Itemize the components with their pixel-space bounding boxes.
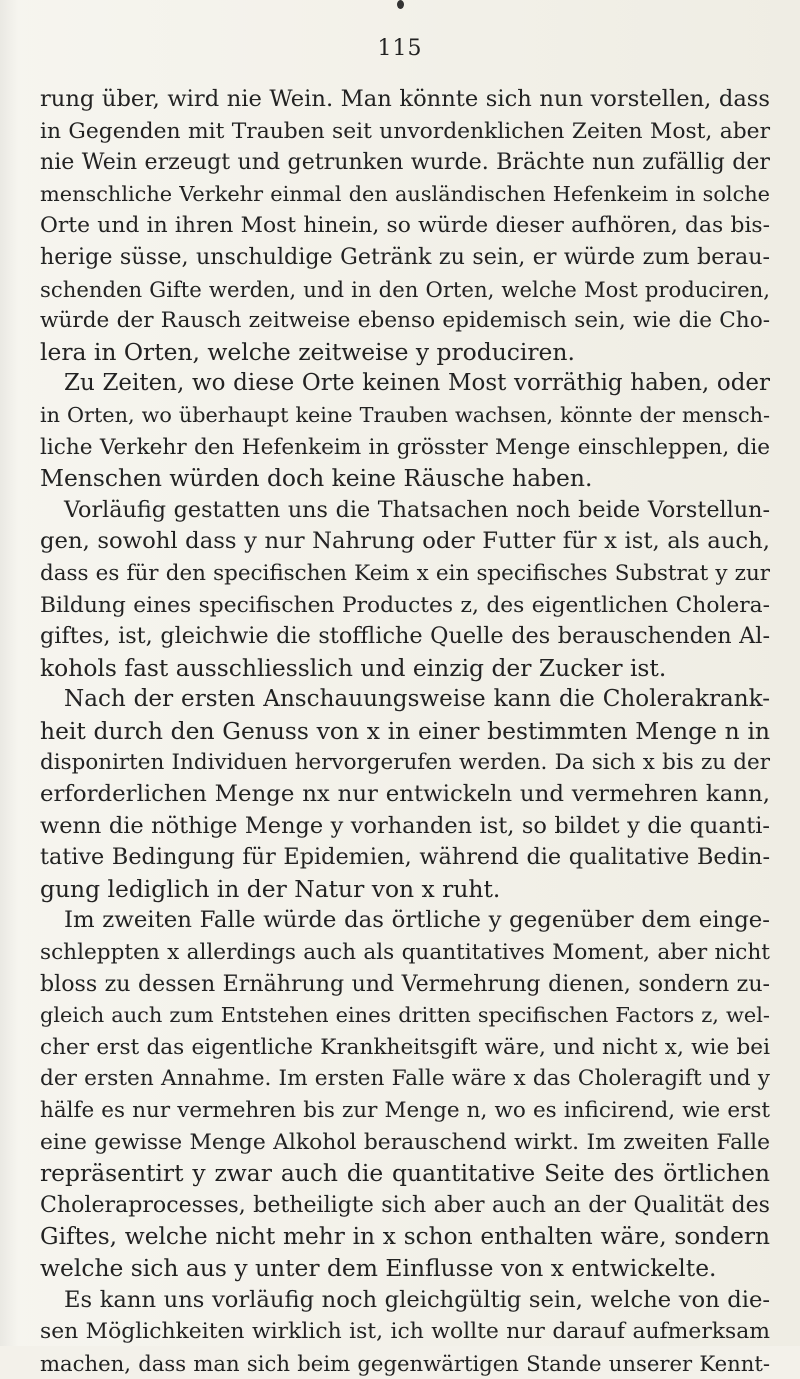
- text-line: welche sich aus y unter dem Einflusse von x entwickelte.: [40, 1253, 717, 1282]
- body-text: [40, 84, 770, 1379]
- text-line: giftes, ist, gleichwie die stoffliche Quelle des berauschenden Al-: [40, 623, 770, 650]
- text-line: in Gegenden mit Trauben seit unvordenklichen Zeiten Most, aber: [40, 118, 770, 144]
- text-line: liche Verkehr den Hefenkeim in grösster Menge einschleppen, die: [40, 434, 770, 460]
- text-line: gleich auch zum Entstehen eines dritten specifischen Factors z, wel-: [40, 1003, 770, 1028]
- text-line: Menschen würden doch keine Räusche haben.: [40, 464, 593, 493]
- text-line: cher erst das eigentliche Krankheitsgift wäre, und nicht x, wie bei: [40, 1034, 770, 1060]
- page-number: 115: [377, 36, 423, 61]
- text-line: Vorläufig gestatten uns die Thatsachen noch beide Vorstellun-: [64, 496, 770, 523]
- text-line: machen, dass man sich beim gegenwärtigen Stande unserer Kennt-: [40, 1350, 770, 1376]
- text-line: nie Wein erzeugt und getrunken wurde. Brächte nun zufällig der: [40, 149, 770, 176]
- text-line: Es kann uns vorläufig noch gleichgültig sein, welche von die-: [64, 1286, 770, 1313]
- text-line: heit durch den Genuss von x in einer bestimmten Menge n in: [40, 716, 770, 745]
- text-line: Giftes, welche nicht mehr in x schon enthalten wäre, sondern: [40, 1223, 770, 1251]
- text-line: würde der Rausch zeitweise ebenso epidemisch sein, wie die Cho-: [40, 308, 770, 334]
- text-line: erforderlichen Menge nx nur entwickeln und vermehren kann,: [40, 781, 770, 808]
- text-line: herige süsse, unschuldige Getränk zu sein, er würde zum berau-: [40, 243, 770, 270]
- text-line: in Orten, wo überhaupt keine Trauben wachsen, könnte der mensch-: [40, 402, 770, 427]
- text-line: lera in Orten, welche zeitweise y produciren.: [40, 337, 575, 366]
- text-line: wenn die nöthige Menge y vorhanden ist, so bildet y die quanti-: [40, 812, 770, 839]
- text-line: der ersten Annahme. Im ersten Falle wäre x das Choleragift und y: [40, 1066, 770, 1092]
- text-line: sen Möglichkeiten wirklich ist, ich wollte nur darauf aufmerksam: [40, 1319, 770, 1345]
- text-line: hälfe es nur vermehren bis zur Menge n, wo es inficirend, wie erst: [40, 1098, 770, 1123]
- ink-dot-mark: [397, 0, 404, 9]
- text-line: Bildung eines specifischen Productes z, des eigentlichen Cholera-: [40, 592, 770, 618]
- text-line: gung lediglich in der Natur von x ruht.: [40, 874, 501, 903]
- text-line: Im zweiten Falle würde das örtliche y gegenüber dem einge-: [64, 907, 770, 934]
- text-line: Choleraprocesses, betheiligte sich aber auch an der Qualität des: [40, 1192, 770, 1218]
- text-line: menschliche Verkehr einmal den ausländischen Hefenkeim in solche: [40, 181, 770, 206]
- text-line: eine gewisse Menge Alkohol berauschend wirkt. Im zweiten Falle: [40, 1129, 770, 1155]
- text-line: disponirten Individuen hervorgerufen werden. Da sich x bis zu der: [40, 750, 770, 776]
- text-line: Zu Zeiten, wo diese Orte keinen Most vorräthig haben, oder: [64, 370, 770, 397]
- text-line: gen, sowohl dass y nur Nahrung oder Futter für x ist, als auch,: [40, 528, 770, 555]
- text-line: Nach der ersten Anschauungsweise kann die Cholerakrank-: [64, 686, 770, 713]
- text-line: Orte und in ihren Most hinein, so würde dieser aufhören, das bis-: [40, 213, 770, 239]
- text-line: schenden Gifte werden, und in den Orten, welche Most produciren,: [40, 276, 770, 302]
- text-line: bloss zu dessen Ernährung und Vermehrung dienen, sondern zu-: [40, 970, 770, 997]
- page-edge-shadow: [0, 0, 18, 1346]
- text-line: tative Bedingung für Epidemien, während die qualitative Bedin-: [40, 844, 770, 871]
- text-line: rung über, wird nie Wein. Man könnte sich nun vorstellen, dass: [40, 86, 770, 112]
- text-line: kohols fast ausschliesslich und einzig der Zucker ist.: [40, 653, 667, 682]
- text-line: schleppten x allerdings auch als quantitatives Moment, aber nicht: [40, 940, 770, 966]
- text-line: dass es für den specifischen Keim x ein specifisches Substrat y zur: [40, 560, 770, 586]
- text-line: repräsentirt y zwar auch die quantitative Seite des örtlichen: [40, 1159, 770, 1188]
